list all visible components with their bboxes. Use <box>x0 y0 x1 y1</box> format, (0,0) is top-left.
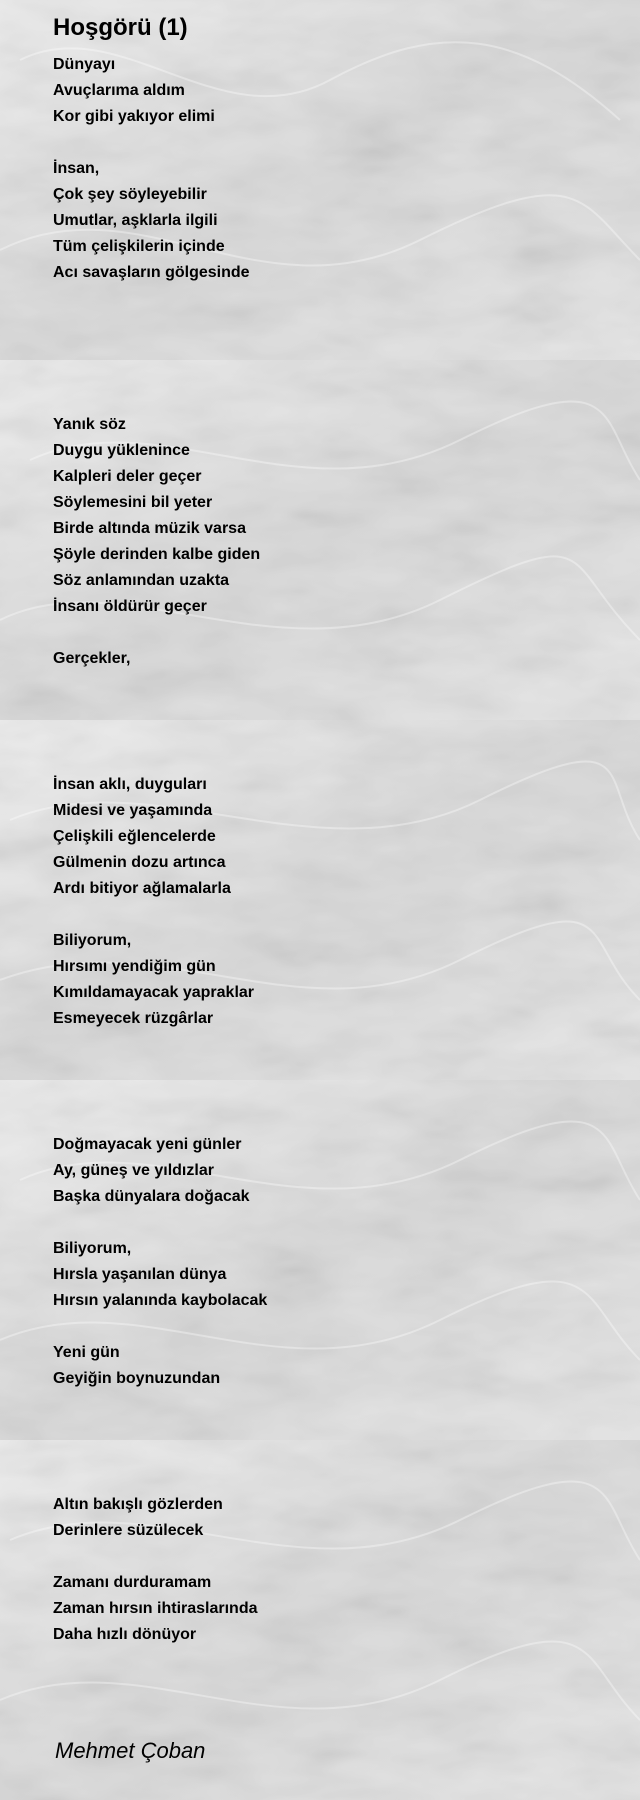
poem-line: Yanık söz <box>53 416 126 433</box>
poem-line: Başka dünyalara doğacak <box>53 1188 250 1205</box>
poem-line: Zaman hırsın ihtiraslarında <box>53 1600 258 1617</box>
poem-line: Dünyayı <box>53 56 116 73</box>
poem-line: İnsan, <box>53 160 100 177</box>
poem-line: Biliyorum, <box>53 932 132 949</box>
poem-line: Ay, güneş ve yıldızlar <box>53 1162 214 1179</box>
poem-line: Umutlar, aşklarla ilgili <box>53 212 218 229</box>
poem-line: Doğmayacak yeni günler <box>53 1136 242 1153</box>
poem-line: Hırsla yaşanılan dünya <box>53 1266 227 1283</box>
poem-line: Çok şey söyleyebilir <box>53 186 207 203</box>
poem-line: Avuçlarıma aldım <box>53 82 185 99</box>
poem-line: Gülmenin dozu artınca <box>53 854 226 871</box>
poem-line: Şöyle derinden kalbe giden <box>53 546 261 563</box>
poem-line: Tüm çelişkilerin içinde <box>53 238 225 255</box>
poem-line: Esmeyecek rüzgârlar <box>53 1010 214 1027</box>
poem-line: Hırsımı yendiğim gün <box>53 958 216 975</box>
poem-line: Kalpleri deler geçer <box>53 468 202 485</box>
poem-line: Derinlere süzülecek <box>53 1522 204 1539</box>
poem-line: Biliyorum, <box>53 1240 132 1257</box>
poem-line: Hırsın yalanında kaybolacak <box>53 1292 268 1309</box>
poem-line: Söz anlamından uzakta <box>53 572 230 589</box>
poem-line: Midesi ve yaşamında <box>53 802 213 819</box>
poem-line: Gerçekler, <box>53 650 131 667</box>
poem-author: Mehmet Çoban <box>55 1738 206 1763</box>
poem-line: Acı savaşların gölgesinde <box>53 264 250 281</box>
poem-line: Yeni gün <box>53 1344 120 1361</box>
poem-title: Hoşgörü (1) <box>53 14 188 41</box>
poem-line: Daha hızlı dönüyor <box>53 1626 197 1643</box>
poem-line: Kor gibi yakıyor elimi <box>53 108 215 125</box>
poem-line: İnsanı öldürür geçer <box>53 598 207 615</box>
poem-line: Çelişkili eğlencelerde <box>53 828 216 845</box>
poem-line: Zamanı durduramam <box>53 1574 212 1591</box>
poem-line: Söylemesini bil yeter <box>53 494 213 511</box>
poem-line: Geyiğin boynuzundan <box>53 1370 221 1387</box>
poem-line: Kımıldamayacak yapraklar <box>53 984 255 1001</box>
poem-line: İnsan aklı, duyguları <box>53 776 207 793</box>
poem-line: Ardı bitiyor ağlamalarla <box>53 880 231 897</box>
poem-line: Birde altında müzik varsa <box>53 520 246 537</box>
poem-line: Altın bakışlı gözlerden <box>53 1496 223 1513</box>
poem-line: Duygu yüklenince <box>53 442 190 459</box>
